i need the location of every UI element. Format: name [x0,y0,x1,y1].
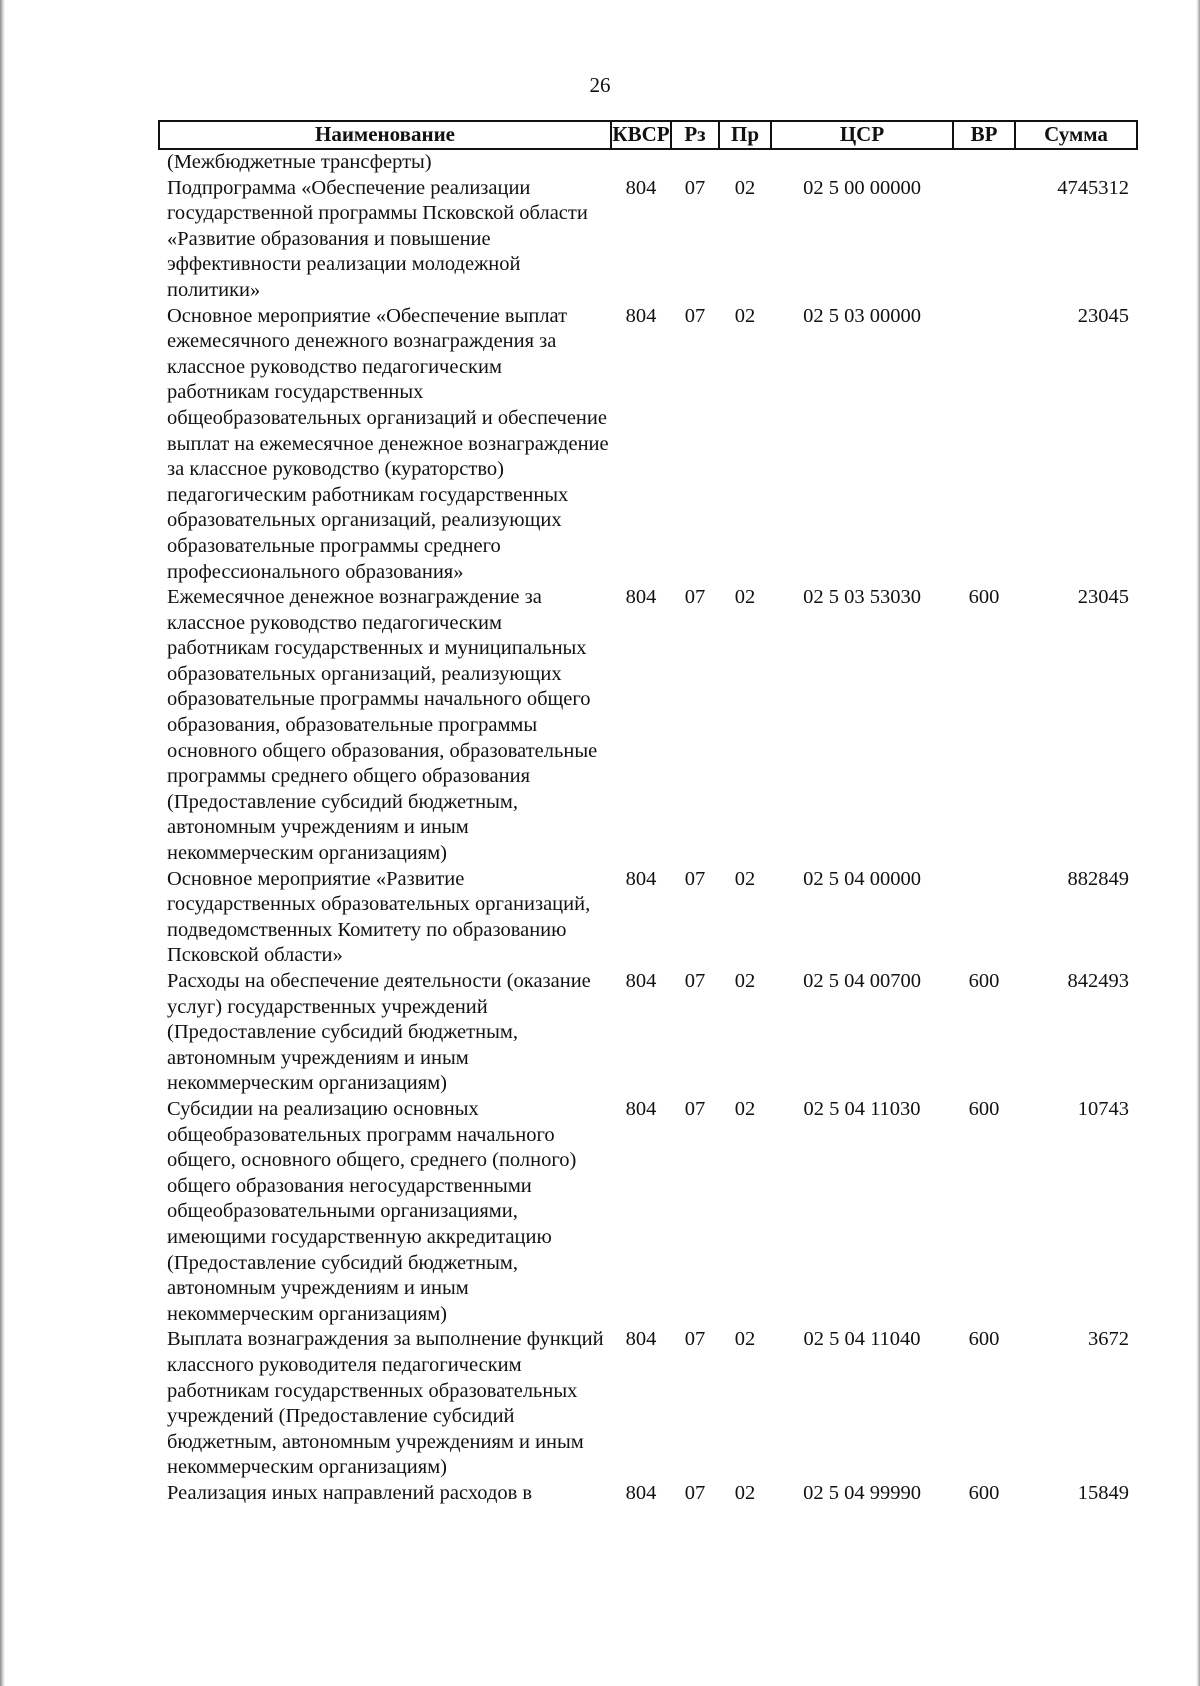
cell-name: Основное мероприятие «Развитие государственных образовательных организаций, подведомственных Комитету по образованию Псковской области» [167,867,591,967]
cell-kvsr: 804 [625,867,657,890]
cell-csr: 02 5 03 00000 [803,304,921,327]
cell-sum: 4745312 [1057,176,1129,199]
page-number: 26 [589,73,611,97]
cell-csr: 02 5 04 00700 [803,970,921,992]
cell-pr: 02 [734,1328,756,1351]
table-row [159,969,1137,1097]
cell-sum [1015,149,1137,176]
cell-kvsr [611,149,671,176]
cell-name: Основное мероприятие «Обеспечение выплат ежемесячного денежного вознаграждения за классное руководство педагогическим работникам государственных общеобразовательных организаций и обеспечение выплат на ежемесячное денежное вознаграждение за классное руководство (кураторство) педагогическим работникам государственных образовательных организаций, реализующих образовательные программы среднего профессионального образования» [167,304,609,583]
cell-name: Субсидии на реализацию основных общеобразовательных программ начального общего, основного общего, среднего (полного) общего образования негосударственными общеобразовательными организациями, имеющими государственную аккредитацию (Предоставление субсидий бюджетным, автономным учреждениям и иным некоммерческим организациям) [167,1097,577,1325]
table-body [159,149,1137,1506]
cell-name: Ежемесячное денежное вознаграждение за классное руководство педагогическим работникам государственных и муниципальных образовательных организаций, реализующих образовательные программы начального общего образования, образовательные программы основного общего образования, образовательные программы среднего общего образования (Предоставление субсидий бюджетным, автономным учреждениям и иным некоммерческим организациям) [167,586,598,865]
budget-table [158,120,1138,1506]
cell-rz [671,149,719,176]
cell-csr [771,149,953,176]
cell-vr [953,176,1015,304]
cell-pr: 02 [734,1481,756,1504]
cell-name: Подпрограмма «Обеспечение реализации государственной программы Псковской области «Развитие образования и повышение эффективности реализации молодежной политики» [167,176,588,301]
cell-vr: 600 [968,1481,1000,1504]
cell-pr: 02 [734,304,756,327]
table-header [159,121,1137,149]
cell-rz: 07 [684,176,706,199]
scan-edge-right [1196,0,1200,1686]
cell-vr [953,149,1015,176]
table-row [159,1327,1137,1481]
cell-vr: 600 [968,1097,1000,1120]
table-row [159,149,1137,176]
header-row [159,121,1137,149]
table-row [159,304,1137,586]
cell-vr: 600 [968,586,1000,609]
cell-csr: 02 5 04 00000 [803,867,921,890]
cell-kvsr: 804 [625,1097,657,1120]
cell-csr: 02 5 04 99990 [803,1481,921,1504]
cell-rz: 07 [684,1481,706,1504]
cell-rz: 07 [684,1097,706,1120]
cell-kvsr: 804 [625,1481,657,1504]
header-vr: ВР [953,121,1015,149]
cell-sum: 15849 [1077,1481,1129,1504]
cell-rz: 07 [684,1328,706,1351]
cell-vr: 600 [968,970,1000,992]
cell-kvsr: 804 [625,970,657,992]
cell-sum: 10743 [1077,1097,1129,1120]
header-pr: Пр [719,121,771,149]
cell-name: Реализация иных направлений расходов в [167,1481,533,1504]
cell-kvsr: 804 [625,586,657,609]
cell-pr: 02 [734,867,756,890]
cell-pr: 02 [734,970,756,992]
cell-sum: 23045 [1077,304,1129,327]
header-csr: ЦСР [771,121,953,149]
cell-csr: 02 5 04 11030 [803,1097,921,1120]
cell-name: Расходы на обеспечение деятельности (оказание услуг) государственных учреждений (Предоставление субсидий бюджетным, автономным учреждениям и иным некоммерческим организациям) [167,970,591,1095]
table-row [159,176,1137,304]
cell-rz: 07 [684,586,706,609]
cell-csr: 02 5 00 00000 [803,176,921,199]
cell-csr: 02 5 03 53030 [803,586,921,609]
cell-kvsr: 804 [625,176,657,199]
scan-edge-left [0,0,5,1686]
header-rz: Рз [671,121,719,149]
cell-vr [953,867,1015,969]
cell-name: Выплата вознаграждения за выполнение функций классного руководителя педагогическим работникам государственных образовательных учреждений (Предоставление субсидий бюджетным, автономным учреждениям и иным некоммерческим организациям) [167,1328,604,1479]
header-name: Наименование [159,121,611,149]
cell-sum: 3672 [1088,1328,1129,1351]
table-row [159,1097,1137,1327]
cell-name: (Межбюджетные трансферты) [167,151,432,173]
table-row [159,585,1137,867]
cell-pr [719,149,771,176]
cell-pr: 02 [734,1097,756,1120]
header-sum: Сумма [1015,121,1137,149]
cell-pr: 02 [734,586,756,609]
cell-sum: 882849 [1067,867,1129,890]
cell-vr: 600 [968,1328,1000,1351]
header-kvsr: КВСР [611,121,671,149]
cell-pr: 02 [734,176,756,199]
table-row [159,1481,1137,1507]
cell-sum: 842493 [1067,970,1129,992]
cell-kvsr: 804 [625,304,657,327]
cell-csr: 02 5 04 11040 [803,1328,921,1351]
cell-vr [953,304,1015,586]
cell-sum: 23045 [1077,586,1129,609]
cell-kvsr: 804 [625,1328,657,1351]
cell-rz: 07 [684,970,706,992]
cell-rz: 07 [684,304,706,327]
table-row [159,867,1137,969]
cell-rz: 07 [684,867,706,890]
